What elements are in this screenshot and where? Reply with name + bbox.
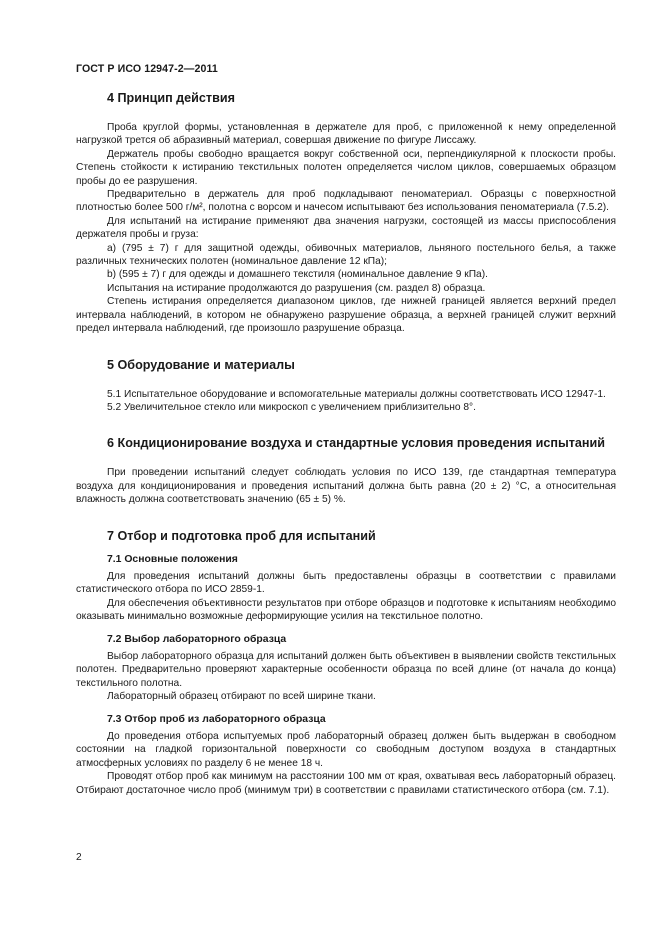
subsection-7-3-title: 7.3 Отбор проб из лабораторного образца (107, 713, 326, 725)
subsection-7-1-paragraph: Для проведения испытаний должны быть предоставлены образцы в соответствии с правилами статистического отбора по ИСО 2859-1. (76, 570, 616, 596)
section-4-paragraph: Предварительно в держатель для проб подкладывают пеноматериал. Образцы с поверхностной плотностью более 500 г/м², полотна с ворсом и начесом испытывают без использования пеноматериала (7.5.2). (76, 189, 616, 214)
document-body (76, 90, 616, 797)
subsection-7-2-paragraph: Выбор лабораторного образца для испытаний должен быть объективен в выявлении свойств текстильных полотен. Предварительно проверяют характерные особенности образца по всей длине (от начала до конца) текстильного полотна. (76, 650, 616, 689)
section-6-title: 6 Кондиционирование воздуха и стандартные условия проведения испытаний (107, 436, 606, 451)
section-5-paragraph: 5.2 Увеличительное стекло или микроскоп с увеличением приблизительно 8°. (107, 401, 476, 413)
section-7-title: 7 Отбор и подготовка проб для испытаний (107, 528, 376, 543)
subsection-7-1-title: 7.1 Основные положения (107, 553, 238, 565)
section-5-title: 5 Оборудование и материалы (107, 357, 295, 372)
section-4-title: 4 Принцип действия (107, 91, 235, 105)
section-4-list-item-b: b) (595 ± 7) г для одежды и домашнего текстиля (номинальное давление 9 кПа). (107, 269, 488, 281)
section-4-paragraph: Для испытаний на истирание применяют два значения нагрузки, состоящей из массы приспособления держателя пробы и груза: (76, 215, 616, 241)
section-4-list-item-a: a) (795 ± 7) г для защитной одежды, обивочных материалов, льняного постельного белья, а также различных технических полотен (номинальное давление 12 кПа); (76, 242, 616, 268)
section-4-paragraph: Степень истирания определяется диапазоном циклов, где нижней границей является верхний предел интервала наблюдений, в котором не обнаружено разрушение образца, а верхней границей служит верхний предел интервала наблюдений, где произошло разрушение образца. (76, 296, 616, 335)
subsection-7-3-paragraph: Проводят отбор проб как минимум на расстоянии 100 мм от края, охватывая весь лабораторный образец. Отбирают достаточное число проб (минимум три) в соответствии с правилами статистического отбора (см. 7.1). (76, 771, 616, 796)
subsection-7-3-paragraph: До проведения отбора испытуемых проб лабораторный образец должен быть выдержан в свободном состоянии на гладкой горизонтальной поверхности со свободным доступом воздуха в стандартных атмосферных условиях по разделу 6 не менее 18 ч. (76, 731, 616, 769)
section-4-paragraph: Испытания на истирание продолжаются до разрушения (см. раздел 8) образца. (107, 282, 486, 294)
subsection-7-1-paragraph: Для обеспечения объективности результатов при отборе образцов и подготовке к испытаниям необходимо оказывать минимально возможные деформирующие усилия на текстильное полотно. (76, 597, 616, 623)
subsection-7-2-title: 7.2 Выбор лабораторного образца (107, 633, 287, 645)
section-5-paragraph: 5.1 Испытательное оборудование и вспомогательные материалы должны соответствовать ИСО 12947-1. (107, 388, 606, 400)
section-6-paragraph: При проведении испытаний следует соблюдать условия по ИСО 139, где стандартная температура воздуха для кондиционирования и проведения испытаний должна быть равна (20 ± 2) °С, а относительная влажность должна соответствовать значению (65 ± 5) %. (76, 467, 616, 506)
subsection-7-2-paragraph: Лабораторный образец отбирают по всей ширине ткани. (107, 691, 376, 703)
section-4-paragraph: Проба круглой формы, установленная в держателе для проб, с приложенной к нему определенной нагрузкой трется об абразивный материал, совершая движение по фигуре Лиссажу. (76, 122, 616, 147)
section-4-paragraph: Держатель пробы свободно вращается вокруг собственной оси, перпендикулярной к плоскости пробы. Степень стойкости к истиранию текстильных полотен определяется числом циклов, совершаемых образцом пробы до ее разрушения. (76, 148, 616, 187)
document-header-code: ГОСТ Р ИСО 12947-2—2011 (76, 63, 218, 75)
page-number: 2 (76, 852, 82, 863)
